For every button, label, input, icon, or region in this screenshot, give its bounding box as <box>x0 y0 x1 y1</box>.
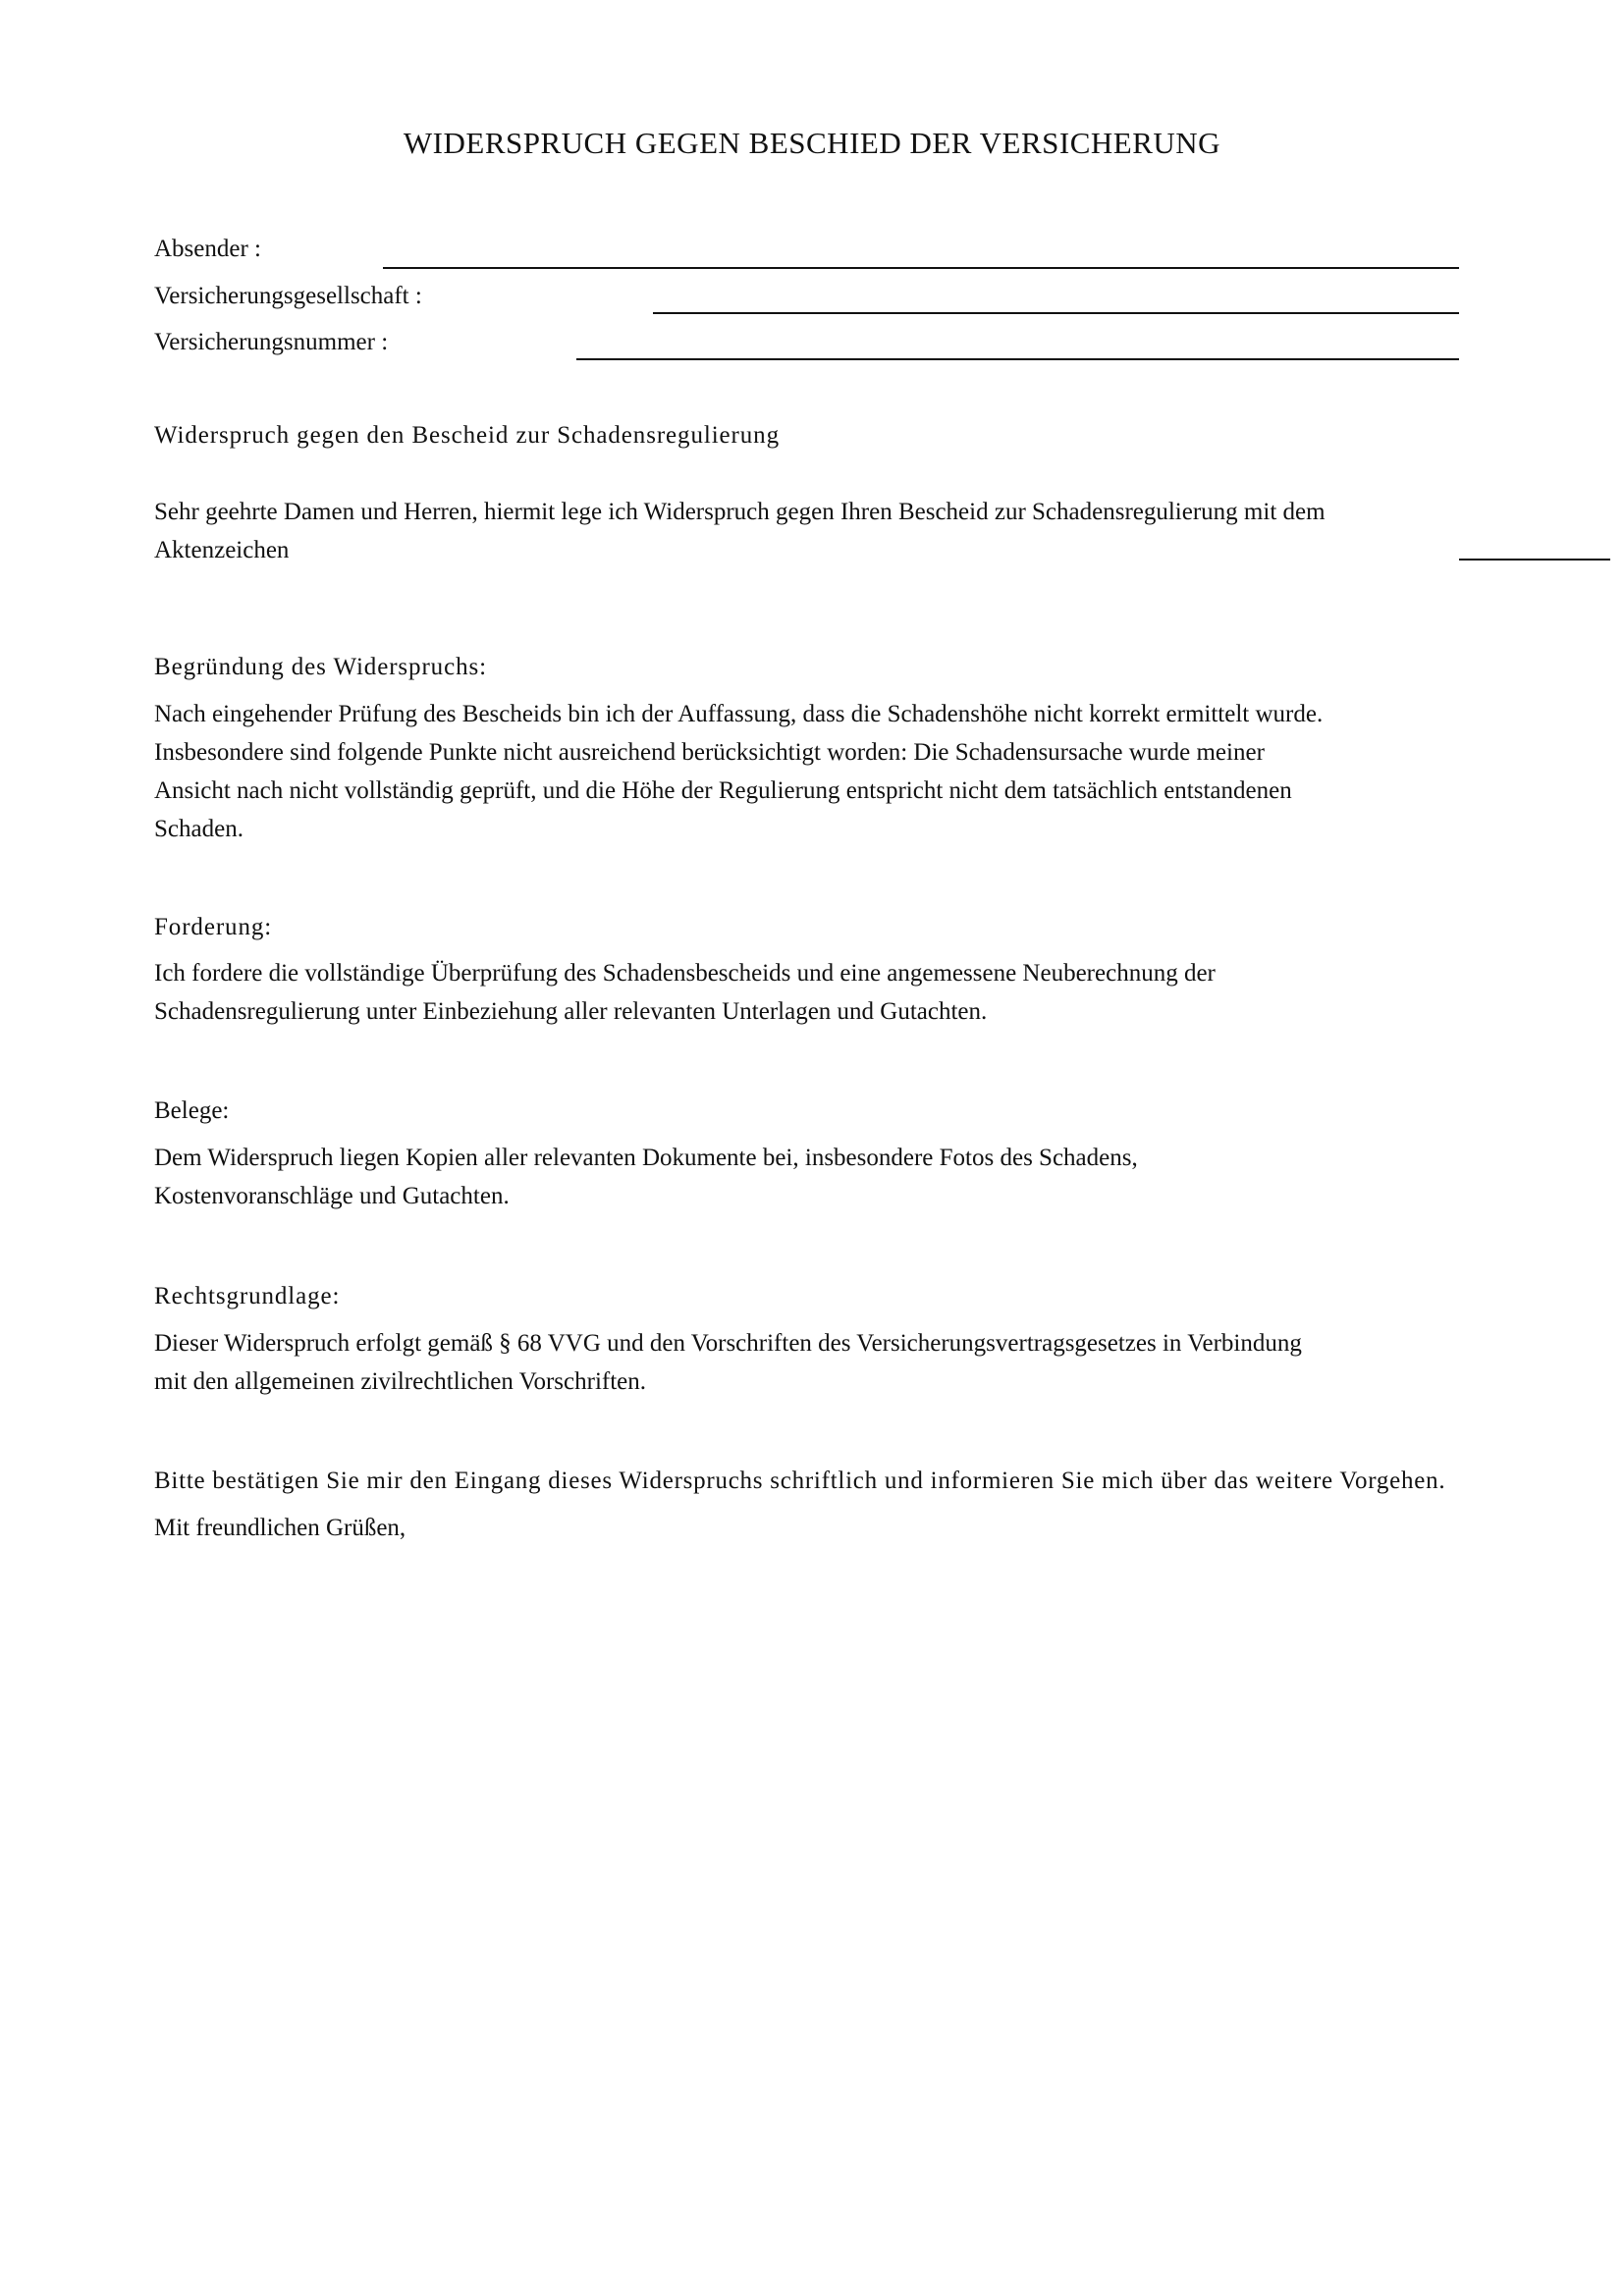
evidence-line-2: Kostenvoranschläge und Gutachten. <box>154 1183 510 1209</box>
closing-request: Bitte bestätigen Sie mir den Eingang dieses Widerspruchs schriftlich und informieren Sie mich über das weitere Vorgehen. <box>154 1468 1446 1494</box>
reason-line-3: Ansicht nach nicht vollständig geprüft, und die Höhe der Regulierung entspricht nicht dem tatsächlich entstandenen <box>154 777 1292 804</box>
reason-heading: Begründung des Widerspruchs: <box>154 654 487 680</box>
demand-line-2: Schadensregulierung unter Einbeziehung aller relevanten Unterlagen und Gutachten. <box>154 998 988 1025</box>
subject-line: Widerspruch gegen den Bescheid zur Schadensregulierung <box>154 422 780 449</box>
evidence-line-1: Dem Widerspruch liegen Kopien aller relevanten Dokumente bei, insbesondere Fotos des Schadens, <box>154 1145 1138 1171</box>
intro-line-2: Aktenzeichen <box>154 537 290 563</box>
sender-label: Absender : <box>154 236 261 262</box>
reason-line-1: Nach eingehender Prüfung des Bescheids bin ich der Auffassung, dass die Schadenshöhe nicht korrekt ermittelt wurde. <box>154 701 1324 727</box>
legal-basis-heading: Rechtsgrundlage: <box>154 1283 341 1309</box>
reason-line-4: Schaden. <box>154 816 244 842</box>
reason-line-2: Insbesondere sind folgende Punkte nicht ausreichend berücksichtigt worden: Die Schadensursache wurde meiner <box>154 739 1265 766</box>
evidence-heading: Belege: <box>154 1097 230 1124</box>
policy-number-blank-line[interactable] <box>576 358 1459 360</box>
file-reference-blank-line[interactable] <box>1459 559 1610 561</box>
intro-line-1: Sehr geehrte Damen und Herren, hiermit lege ich Widerspruch gegen Ihren Bescheid zur Schadensregulierung mit dem <box>154 499 1326 525</box>
sender-blank-line[interactable] <box>383 267 1459 269</box>
document-title: WIDERSPRUCH GEGEN BESCHIED DER VERSICHERUNG <box>403 126 1221 160</box>
closing-greeting: Mit freundlichen Grüßen, <box>154 1515 406 1541</box>
legal-basis-line-2: mit den allgemeinen zivilrechtlichen Vorschriften. <box>154 1368 647 1395</box>
insurance-company-label: Versicherungsgesellschaft : <box>154 283 422 309</box>
demand-heading: Forderung: <box>154 914 273 940</box>
insurance-company-blank-line[interactable] <box>653 312 1459 314</box>
demand-line-1: Ich fordere die vollständige Überprüfung des Schadensbescheids und eine angemessene Neuberechnung der <box>154 960 1216 987</box>
legal-basis-line-1: Dieser Widerspruch erfolgt gemäß § 68 VVG und den Vorschriften des Versicherungsvertragsgesetzes in Verbindung <box>154 1330 1302 1357</box>
policy-number-label: Versicherungsnummer : <box>154 329 389 355</box>
